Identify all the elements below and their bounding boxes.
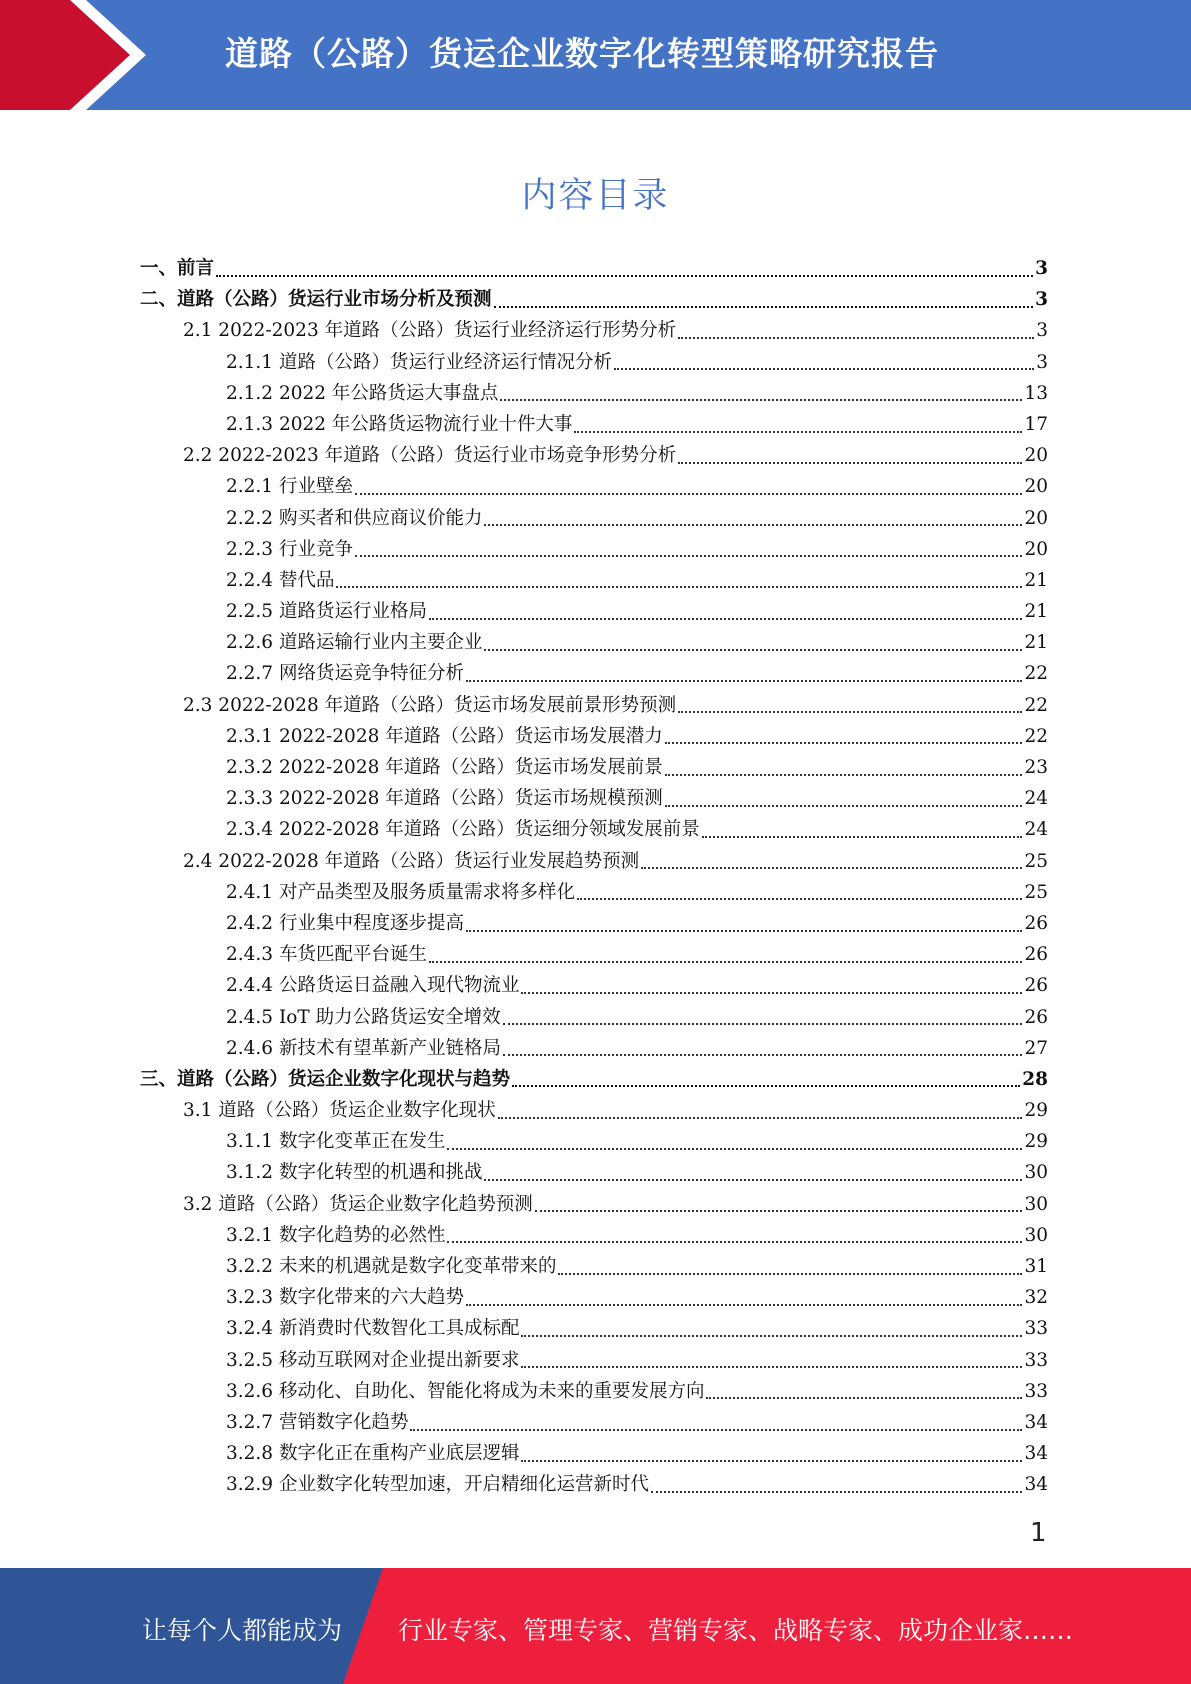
toc-dot-leader — [447, 1148, 1022, 1150]
toc-entry-label: 2.1.1 道路（公路）货运行业经济运行情况分析 — [226, 351, 612, 373]
toc-entry[interactable] — [140, 1407, 1048, 1438]
toc-entry-page: 20 — [1024, 476, 1048, 498]
toc-entry-label: 3.2.8 数字化正在重构产业底层逻辑 — [226, 1443, 520, 1465]
toc-entry[interactable] — [140, 814, 1048, 845]
toc-entry[interactable] — [140, 690, 1048, 721]
toc-entry-page: 20 — [1024, 445, 1048, 467]
toc-dot-leader — [665, 742, 1023, 744]
toc-entry[interactable] — [140, 1220, 1048, 1251]
page-number: 1 — [1030, 1518, 1047, 1548]
toc-dot-leader — [498, 1117, 1023, 1119]
toc-entry-page: 3 — [1036, 351, 1048, 373]
toc-dot-leader — [500, 399, 1022, 401]
toc-entry-page: 30 — [1024, 1224, 1048, 1246]
toc-entry-page: 30 — [1024, 1193, 1048, 1215]
toc-entry[interactable] — [140, 565, 1048, 596]
toc-entry-label: 2.4.5 IoT 助力公路货运安全增效 — [226, 1006, 501, 1028]
toc-entry-page: 29 — [1024, 1131, 1048, 1153]
toc-entry-label: 3.1.2 数字化转型的机遇和挑战 — [226, 1162, 483, 1184]
toc-entry-label: 2.2.5 道路货运行业格局 — [226, 601, 427, 623]
toc-dot-leader — [678, 711, 1022, 713]
toc-dot-leader — [706, 1397, 1022, 1399]
toc-dot-leader — [503, 1023, 1023, 1025]
toc-entry[interactable] — [140, 783, 1048, 814]
toc-entry-label: 3.2.3 数字化带来的六大趋势 — [226, 1287, 464, 1309]
report-header-band — [0, 0, 1191, 110]
toc-entry-page: 33 — [1024, 1318, 1048, 1340]
toc-entry-label: 2.1 2022-2023 年道路（公路）货运行业经济运行形势分析 — [183, 320, 677, 342]
toc-entry-page: 28 — [1022, 1068, 1048, 1090]
toc-entry-label: 2.4.3 车货匹配平台诞生 — [226, 944, 427, 966]
toc-entry[interactable] — [140, 347, 1048, 378]
toc-entry-label: 3.2.1 数字化趋势的必然性 — [226, 1224, 446, 1246]
toc-dot-leader — [521, 1460, 1022, 1462]
toc-entry-label: 3.2.9 企业数字化转型加速，开启精细化运营新时代 — [226, 1474, 649, 1496]
toc-entry[interactable] — [140, 284, 1048, 315]
toc-entry-page: 21 — [1024, 632, 1048, 654]
toc-entry-page: 17 — [1024, 413, 1048, 435]
toc-dot-leader — [678, 462, 1022, 464]
toc-entry[interactable] — [140, 1438, 1048, 1469]
toc-entry[interactable] — [140, 939, 1048, 970]
toc-entry-label: 2.2.7 网络货运竞争特征分析 — [226, 663, 464, 685]
toc-entry[interactable] — [140, 752, 1048, 783]
toc-entry-page: 22 — [1024, 663, 1048, 685]
toc-entry-page: 13 — [1024, 382, 1048, 404]
toc-entry-label: 3.1 道路（公路）货运企业数字化现状 — [183, 1100, 496, 1122]
toc-entry[interactable] — [140, 1469, 1048, 1500]
toc-entry-page: 3 — [1035, 289, 1048, 311]
toc-heading: 内容目录 — [521, 176, 670, 216]
toc-entry-label: 2.2.1 行业壁垒 — [226, 476, 353, 498]
toc-dot-leader — [466, 930, 1022, 932]
toc-entry[interactable] — [140, 877, 1048, 908]
toc-entry-label: 2.1.3 2022 年公路货运物流行业十件大事 — [226, 413, 573, 435]
toc-dot-leader — [410, 1429, 1022, 1431]
toc-entry-page: 26 — [1024, 912, 1048, 934]
toc-dot-leader — [665, 805, 1023, 807]
toc-entry-label: 3.2 道路（公路）货运企业数字化趋势预测 — [183, 1193, 533, 1215]
toc-entry-label: 2.3 2022-2028 年道路（公路）货运市场发展前景形势预测 — [183, 694, 677, 716]
toc-entry-page: 21 — [1024, 569, 1048, 591]
toc-entry-label: 2.4.2 行业集中程度逐步提高 — [226, 912, 464, 934]
toc-entry[interactable] — [140, 1189, 1048, 1220]
toc-entry-page: 26 — [1024, 975, 1048, 997]
toc-entry[interactable] — [140, 534, 1048, 565]
toc-entry-page: 3 — [1036, 320, 1048, 342]
toc-dot-leader — [216, 275, 1033, 277]
toc-entry-page: 26 — [1024, 1006, 1048, 1028]
toc-entry[interactable] — [140, 315, 1048, 346]
toc-entry-page: 34 — [1024, 1411, 1048, 1433]
toc-entry[interactable] — [140, 1251, 1048, 1282]
toc-entry-page: 20 — [1024, 507, 1048, 529]
toc-dot-leader — [521, 1366, 1022, 1368]
toc-entry-label: 3.2.6 移动化、自助化、智能化将成为未来的重要发展方向 — [226, 1380, 705, 1402]
toc-entry-page: 24 — [1024, 819, 1048, 841]
toc-entry-page: 22 — [1024, 725, 1048, 747]
toc-entry[interactable] — [140, 1282, 1048, 1313]
toc-entry-page: 32 — [1024, 1287, 1048, 1309]
toc-dot-leader — [494, 306, 1034, 308]
toc-entry-page: 34 — [1024, 1474, 1048, 1496]
toc-dot-leader — [614, 368, 1034, 370]
toc-entry[interactable] — [140, 846, 1048, 877]
red-chevron-decoration — [0, 0, 160, 110]
toc-entry[interactable] — [140, 1033, 1048, 1064]
toc-entry[interactable] — [140, 1376, 1048, 1407]
toc-entry-label: 3.2.5 移动互联网对企业提出新要求 — [226, 1349, 520, 1371]
toc-entry-label: 3.1.1 数字化变革正在发生 — [226, 1131, 446, 1153]
toc-entry-page: 26 — [1024, 944, 1048, 966]
toc-entry[interactable] — [140, 409, 1048, 440]
toc-dot-leader — [484, 1179, 1022, 1181]
toc-entry-page: 34 — [1024, 1443, 1048, 1465]
toc-entry-label: 2.2.3 行业竞争 — [226, 538, 353, 560]
toc-dot-leader — [535, 1210, 1023, 1212]
toc-entry[interactable] — [140, 1345, 1048, 1376]
toc-entry[interactable] — [140, 596, 1048, 627]
toc-entry-label: 一、前言 — [140, 258, 215, 279]
toc-entry[interactable] — [140, 378, 1048, 409]
toc-entry-page: 24 — [1024, 788, 1048, 810]
toc-entry[interactable] — [140, 970, 1048, 1001]
toc-entry[interactable] — [140, 908, 1048, 939]
toc-entry-page: 20 — [1024, 538, 1048, 560]
toc-entry[interactable] — [140, 1126, 1048, 1157]
toc-entry-label: 2.1.2 2022 年公路货运大事盘点 — [226, 382, 499, 404]
table-of-contents — [140, 253, 1048, 1501]
toc-dot-leader — [355, 555, 1023, 557]
toc-entry[interactable] — [140, 1002, 1048, 1033]
toc-entry-label: 2.2.2 购买者和供应商议价能力 — [226, 507, 483, 529]
toc-entry[interactable] — [140, 1313, 1048, 1344]
toc-dot-leader — [484, 649, 1022, 651]
toc-dot-leader — [466, 1304, 1022, 1306]
footer-slogan-left: 让每个人都能成为 — [142, 1616, 343, 1645]
toc-entry-label: 二、道路（公路）货运行业市场分析及预测 — [140, 289, 492, 311]
slogan-footer-band — [0, 1568, 1191, 1684]
toc-entry-label: 3.2.2 未来的机遇就是数字化变革带来的 — [226, 1256, 557, 1277]
toc-entry-label: 2.2 2022-2023 年道路（公路）货运行业市场竞争形势分析 — [183, 445, 677, 467]
toc-entry[interactable] — [140, 627, 1048, 658]
toc-entry[interactable] — [140, 471, 1048, 502]
toc-entry-page: 33 — [1024, 1349, 1048, 1371]
toc-dot-leader — [355, 493, 1023, 495]
toc-entry-label: 三、道路（公路）货运企业数字化现状与趋势 — [140, 1068, 511, 1090]
toc-entry[interactable] — [140, 658, 1048, 689]
footer-slogan-right: 行业专家、管理专家、营销专家、战略专家、成功企业家…… — [398, 1616, 1074, 1645]
toc-entry-label: 2.3.4 2022-2028 年道路（公路）货运细分领域发展前景 — [226, 819, 700, 841]
toc-entry-page: 25 — [1024, 881, 1048, 903]
toc-entry-label: 2.4.1 对产品类型及服务质量需求将多样化 — [226, 881, 575, 903]
toc-dot-leader — [577, 898, 1022, 900]
toc-dot-leader — [521, 1335, 1022, 1337]
toc-dot-leader — [702, 836, 1023, 838]
toc-dot-leader — [678, 337, 1034, 339]
toc-entry[interactable] — [140, 1095, 1048, 1126]
toc-entry-label: 2.3.3 2022-2028 年道路（公路）货运市场规模预测 — [226, 788, 663, 810]
toc-dot-leader — [641, 867, 1022, 869]
toc-dot-leader — [466, 680, 1022, 682]
toc-entry-label: 3.2.4 新消费时代数智化工具成标配 — [226, 1318, 520, 1340]
toc-entry-page: 21 — [1024, 601, 1048, 623]
toc-dot-leader — [665, 774, 1023, 776]
toc-dot-leader — [484, 524, 1022, 526]
toc-entry-page: 23 — [1024, 757, 1048, 778]
toc-entry-page: 29 — [1024, 1100, 1048, 1122]
toc-entry-page: 27 — [1024, 1037, 1048, 1059]
toc-entry-page: 3 — [1035, 258, 1048, 279]
toc-entry-label: 3.2.7 营销数字化趋势 — [226, 1411, 409, 1433]
toc-entry-label: 2.4 2022-2028 年道路（公路）货运行业发展趋势预测 — [183, 850, 640, 872]
toc-entry-label: 2.4.4 公路货运日益融入现代物流业 — [226, 975, 520, 997]
toc-entry-label: 2.2.6 道路运输行业内主要企业 — [226, 632, 483, 654]
toc-entry-page: 30 — [1024, 1162, 1048, 1184]
toc-entry-label: 2.3.1 2022-2028 年道路（公路）货运市场发展潜力 — [226, 725, 663, 747]
toc-entry-page: 31 — [1024, 1256, 1048, 1277]
toc-dot-leader — [512, 1085, 1020, 1087]
report-title: 道路（公路）货运企业数字化转型策略研究报告 — [225, 34, 939, 73]
toc-entry[interactable] — [140, 721, 1048, 752]
toc-entry[interactable] — [140, 1064, 1048, 1095]
toc-dot-leader — [503, 1054, 1022, 1056]
toc-dot-leader — [336, 586, 1022, 588]
toc-entry[interactable] — [140, 1157, 1048, 1188]
toc-entry[interactable] — [140, 440, 1048, 471]
toc-dot-leader — [558, 1273, 1022, 1275]
toc-dot-leader — [429, 618, 1022, 620]
toc-dot-leader — [651, 1491, 1022, 1493]
toc-entry-label: 2.3.2 2022-2028 年道路（公路）货运市场发展前景 — [226, 757, 663, 778]
toc-dot-leader — [447, 1241, 1022, 1243]
toc-dot-leader — [574, 431, 1022, 433]
toc-entry[interactable] — [140, 253, 1048, 284]
toc-entry-page: 33 — [1024, 1380, 1048, 1402]
toc-dot-leader — [429, 961, 1022, 963]
toc-entry[interactable] — [140, 503, 1048, 534]
toc-entry-page: 22 — [1024, 694, 1048, 716]
toc-entry-page: 25 — [1024, 850, 1048, 872]
toc-entry-label: 2.2.4 替代品 — [226, 569, 335, 591]
toc-entry-label: 2.4.6 新技术有望革新产业链格局 — [226, 1037, 501, 1059]
toc-dot-leader — [521, 992, 1022, 994]
